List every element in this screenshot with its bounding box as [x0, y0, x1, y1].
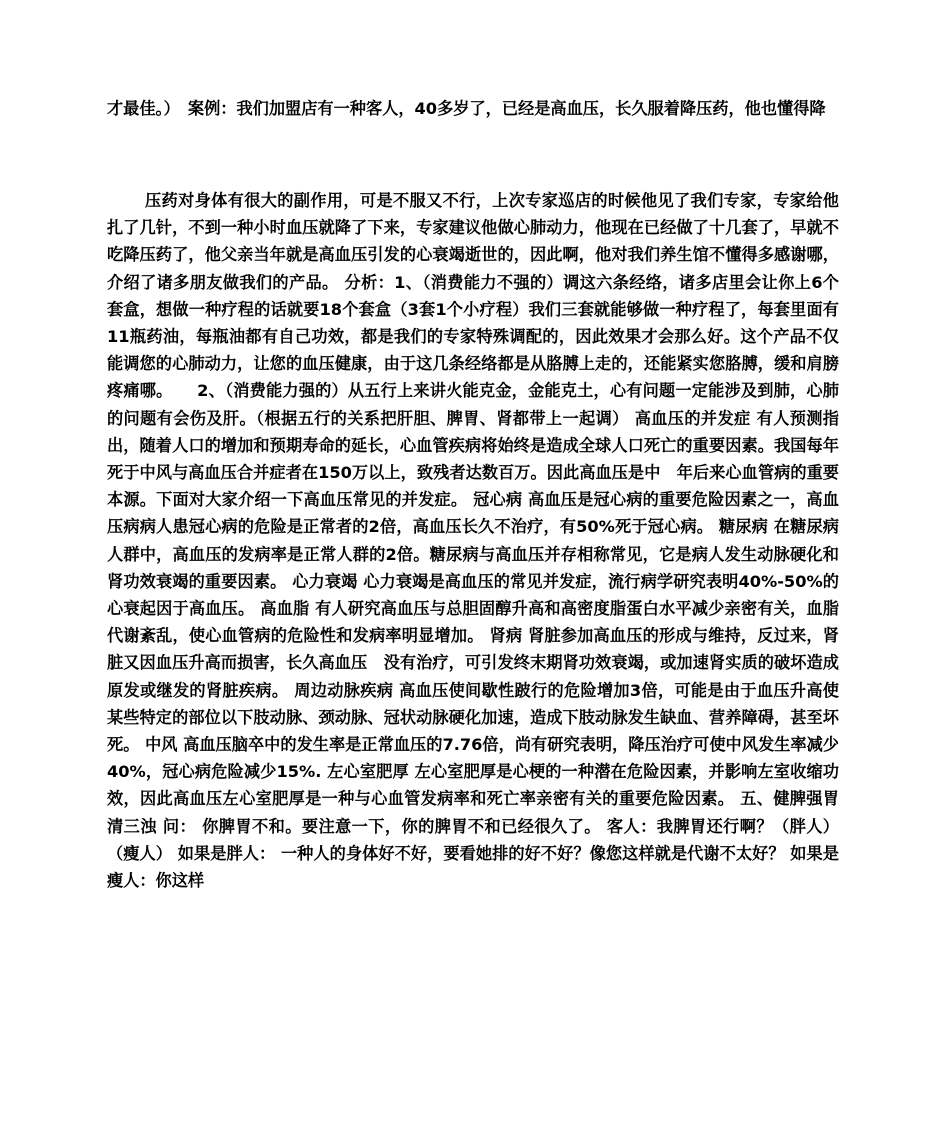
paragraph-main-body: 压药对身体有很大的副作用，可是不服又不行，上次专家巡店的时候他见了我们专家，专家给他扎了几针，不到一种小时血压就降了下来，专家建议他做心肺动力，他现在已经做了十几套了，早就不吃降压药了，他父亲当年就是高血压引发的心衰竭逝世的，因此啊，他对我们养生馆不懂得多感谢哪，介绍了诸多朋友做我们的产品。 分析：1、（消费能力不强的）调这六条经络，诸多店里会让你上6个套盒，想做一种疗程的话就要18个套盒（3套1个小疗程）我们三套就能够做一种疗程了，每套里面有11瓶药油，每瓶油都有自己功效，都是我们的专家特殊调配的，因此效果才会那么好。这个产品不仅能调您的心肺动力，让您的血压健康，由于这几条经络都是从胳膊上走的，还能紧实您胳膊，缓和肩膀疼痛哪。 2、（消费能力强的）从五行上来讲火能克金，金能克土，心有问题一定能涉及到肺，心肺的问题有会伤及肝。（根据五行的关系把肝胆、脾胃、肾都带上一起调） 高血压的并发症 有人预测指出，随着人口的增加和预期寿命的延长，心血管疾病将始终是造成全球人口死亡的重要因素。我国每年死于中风与高血压合并症者在150万以上，致残者达数百万。因此高血压是中 年后来心血管病的重要本源。下面对大家介绍一下高血压常见的并发症。 冠心病 高血压是冠心病的重要危险因素之一，高血压病病人患冠心病的危险是正常者的2倍，高血压长久不治疗，有50%死于冠心病。 糖尿病 在糖尿病人群中，高血压的发病率是正常人群的2倍。糖尿病与高血压并存相称常见，它是病人发生动脉硬化和肾功效衰竭的重要因素。 心力衰竭 心力衰竭是高血压的常见并发症，流行病学研究表明40%-50%的心衰起因于高血压。 高血脂 有人研究高血压与总胆固醇升高和高密度脂蛋白水平减少亲密有关，血脂代谢紊乱，使心血管病的危险性和发病率明显增加。 肾病 肾脏参加高血压的形成与维持，反过来，肾脏又因血压升高而损害，长久高血压 没有治疗，可引发终末期肾功效衰竭，或加速肾实质的破坏造成原发或继发的肾脏疾病。 周边动脉疾病 高血压使间歇性跛行的危险增加3倍，可能是由于血压升高使某些特定的部位以下肢动脉、颈动脉、冠状动脉硬化加速，造成下肢动脉发生缺血、营养障碍，甚至坏死。 中风 高血压脑卒中的发生率是正常血压的7.76倍，尚有研究表明，降压治疗可使中风发生率减少40%，冠心病危险减少15%. 左心室肥厚 左心室肥厚是心梗的一种潜在危险因素，并影响左室收缩功效，因此高血压左心室肥厚是一种与心血管发病率和死亡率亲密有关的重要危险因素。 五、健脾强胃清三浊 问： 你脾胃不和。要注意一下，你的脾胃不和已经很久了。 客人：我脾胃还行啊？（胖人）（瘦人） 如果是胖人： 一种人的身体好不好，要看她排的好不好？像您这样就是代谢不太好？ 如果是瘦人：你这样: [107, 191, 839, 891]
paragraph-case-intro: 才最佳。） 案例：我们加盟店有一种客人，40多岁了，已经是高血压，长久服着降压药，他也懂得降: [107, 99, 826, 118]
